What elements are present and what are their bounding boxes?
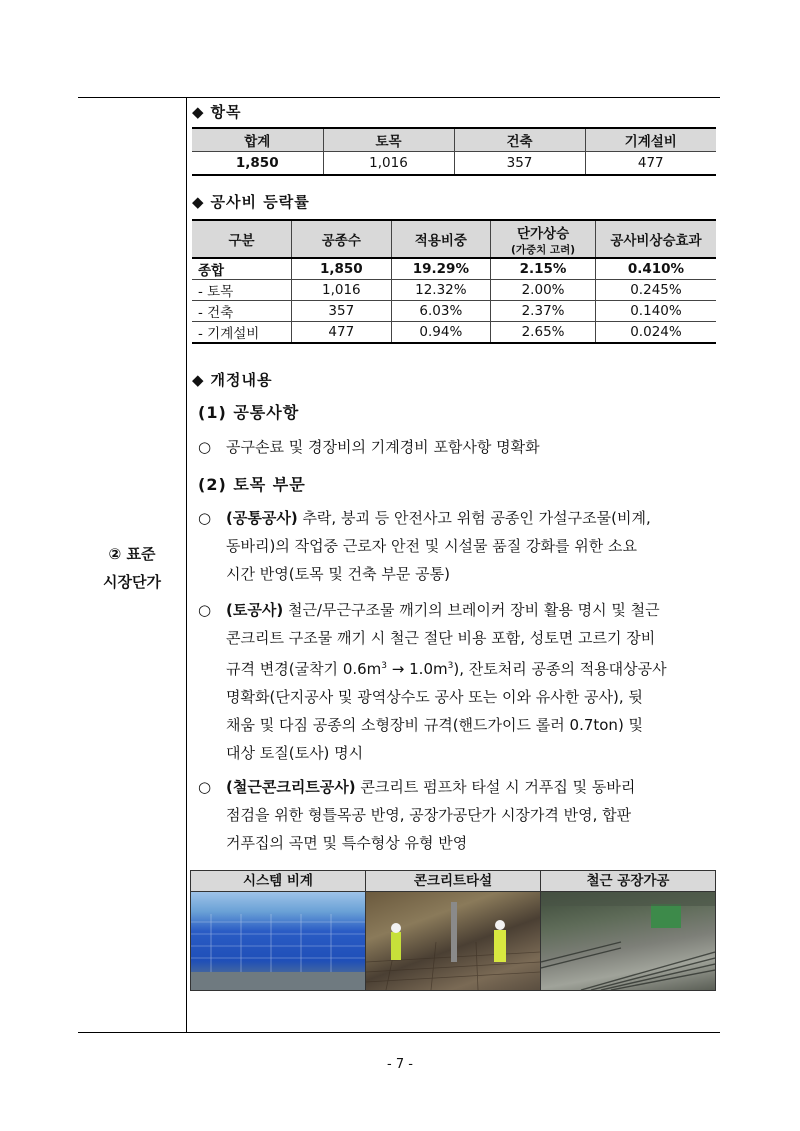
left-label-line2: 시장단가 — [103, 573, 161, 591]
table-row — [192, 258, 716, 280]
left-label-line1: ② 표준 — [108, 545, 156, 563]
row-label: - 토목 — [192, 280, 292, 301]
table-row — [192, 280, 716, 301]
para-text: 철근/무근구조물 깨기의 브레이커 장비 활용 명시 및 철근 — [283, 601, 660, 619]
bottom-rule — [78, 1032, 720, 1033]
para-text: 채움 및 다짐 공종의 소형장비 규격(핸드가이드 롤러 0.7ton) 및 — [226, 716, 644, 734]
para-text: 콘크리트 펌프차 타설 시 거푸집 및 동바리 — [355, 778, 636, 796]
cost-header-cell: 구분 — [192, 220, 292, 258]
table-row — [192, 301, 716, 322]
section-revision-title: 개정내용 — [210, 371, 273, 389]
section-items-title: 항목 — [210, 103, 242, 121]
row-cell: 0.94% — [391, 322, 491, 344]
circle-bullet-icon: ○ — [198, 778, 212, 796]
row-cell: 357 — [292, 301, 392, 322]
para-text: 점검을 위한 형틀목공 반영, 공장가공단가 시장가격 반영, 합판 — [226, 806, 632, 824]
row-cell: 19.29% — [391, 258, 491, 280]
items-value-cell: 357 — [454, 152, 585, 176]
cost-header-cell: 적용비중 — [391, 220, 491, 258]
items-value-cell: 477 — [585, 152, 716, 176]
para-text: 명확화(단지공사 및 광역상수도 공사 또는 이와 유사한 공사), 뒷 — [226, 688, 643, 706]
diamond-icon: ◆ — [192, 193, 205, 211]
para-text: 거푸집의 곡면 및 특수형상 유형 반영 — [226, 834, 468, 852]
paragraph-common-works — [198, 504, 718, 588]
cost-header-cell — [491, 220, 596, 258]
para-text: 시간 반영(토목 및 건축 부문 공통) — [226, 565, 450, 583]
para-text: 동바리)의 작업중 근로자 안전 및 시설물 품질 강화를 위한 소요 — [226, 537, 638, 555]
items-header-cell: 기계설비 — [585, 128, 716, 152]
items-table — [192, 127, 716, 176]
cost-rate-table — [192, 219, 716, 344]
photo-header-row — [191, 871, 715, 892]
row-cell: 2.15% — [491, 258, 596, 280]
row-cell: 0.245% — [595, 280, 716, 301]
para-text: 콘크리트 구조물 깨기 시 철근 절단 비용 포함, 성토면 고르기 장비 — [226, 629, 656, 647]
cost-header-note: (가중치 고려) — [511, 243, 576, 256]
row-cell: 1,850 — [292, 258, 392, 280]
row-cell: 477 — [292, 322, 392, 344]
items-header-cell: 건축 — [454, 128, 585, 152]
row-cell: 2.65% — [491, 322, 596, 344]
row-label: 종합 — [192, 258, 292, 280]
circle-bullet-icon: ○ — [198, 601, 212, 619]
para-text: 대상 토질(토사) 명시 — [226, 744, 364, 762]
paragraph-rc-works — [198, 773, 718, 857]
items-value-cell: 1,016 — [323, 152, 454, 176]
circle-bullet-icon: ○ — [198, 438, 212, 456]
paragraph-earthwork — [198, 596, 718, 767]
bullet-common — [198, 436, 540, 457]
cost-header-cell: 공사비상승효과 — [595, 220, 716, 258]
photo-row — [191, 892, 715, 990]
section-cost-heading — [192, 191, 310, 212]
row-cell: 12.32% — [391, 280, 491, 301]
photo-table — [190, 870, 716, 991]
row-label: - 기계설비 — [192, 322, 292, 344]
section-revision-heading — [192, 369, 273, 390]
top-rule — [78, 97, 720, 98]
photo-label-rebar: 철근 공장가공 — [586, 873, 670, 889]
cost-header-main: 단가상승 — [516, 225, 570, 242]
row-label: - 건축 — [192, 301, 292, 322]
cost-header-cell: 공종수 — [292, 220, 392, 258]
row-cell: 0.140% — [595, 301, 716, 322]
row-cell: 2.00% — [491, 280, 596, 301]
circle-bullet-icon: ○ — [198, 509, 212, 527]
para-bold-label: (토공사) — [226, 601, 284, 619]
column-divider — [186, 97, 187, 1032]
photo-label-scaffold: 시스템 비계 — [191, 871, 366, 891]
rebar-factory-photo — [541, 892, 715, 990]
row-cell: 6.03% — [391, 301, 491, 322]
para-text: 추락, 붕괴 등 안전사고 위험 공종인 가설구조물(비계, — [297, 509, 651, 527]
diamond-icon: ◆ — [192, 103, 205, 121]
row-cell: 2.37% — [491, 301, 596, 322]
concrete-pour-photo — [366, 892, 541, 990]
section-items-heading — [192, 101, 242, 122]
para-text: 규격 변경(굴착기 $0.6m^3 \to 1.0m^3$), 잔토처리 공종의 적용대상공사 — [226, 660, 667, 678]
diamond-icon: ◆ — [192, 371, 205, 389]
items-header-cell: 토목 — [323, 128, 454, 152]
page-number: - 7 - — [387, 1057, 413, 1072]
items-value-cell: 1,850 — [192, 152, 323, 176]
bullet-text: 공구손료 및 경장비의 기계경비 포함사항 명확화 — [226, 438, 540, 456]
items-header-cell: 합계 — [192, 128, 323, 152]
table-row — [192, 322, 716, 344]
subheading-common: (1) 공통사항 — [198, 403, 300, 422]
row-cell: 1,016 — [292, 280, 392, 301]
para-bold-label: (철근콘크리트공사) — [226, 778, 356, 796]
left-category-label — [78, 540, 186, 596]
scaffold-photo — [191, 892, 366, 990]
row-cell: 0.024% — [595, 322, 716, 344]
para-bold-label: (공통공사) — [226, 509, 298, 527]
section-cost-title: 공사비 등락률 — [210, 193, 310, 211]
subheading-civil: (2) 토목 부문 — [198, 475, 306, 494]
photo-label-concrete: 콘크리트타설 — [366, 871, 541, 891]
row-cell: 0.410% — [595, 258, 716, 280]
